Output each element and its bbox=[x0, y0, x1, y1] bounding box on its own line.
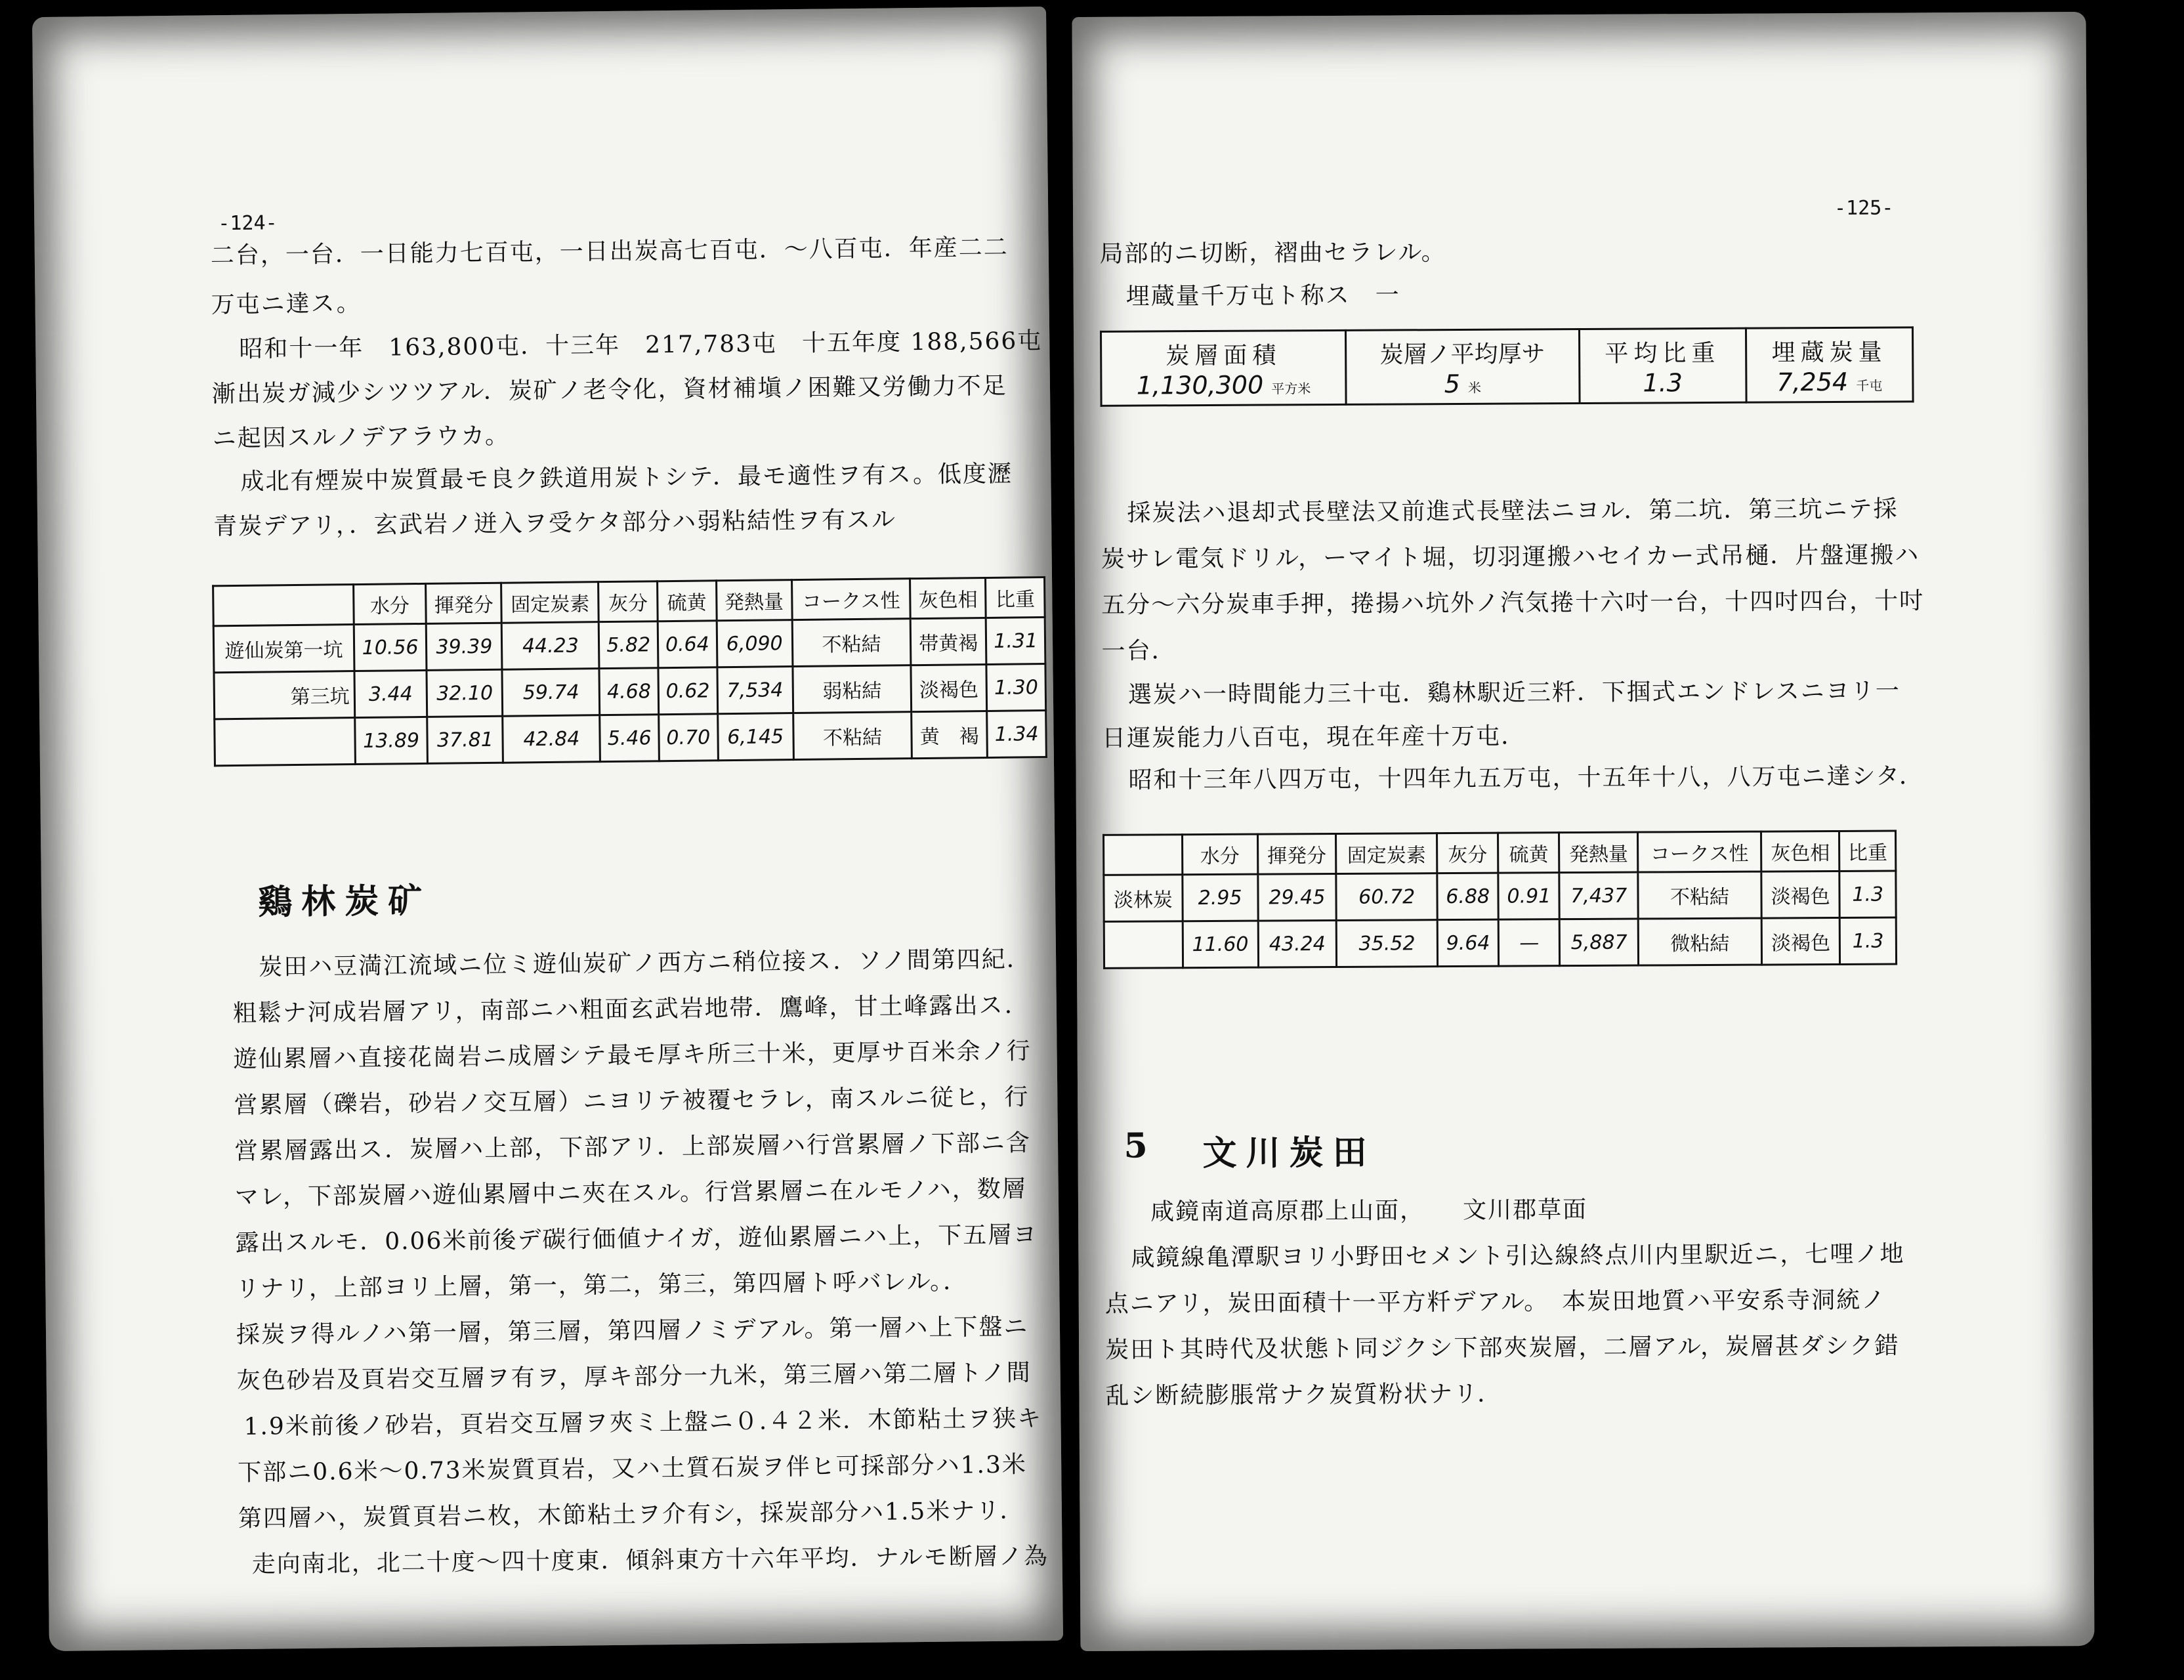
table-cell bbox=[1346, 329, 1580, 405]
page-number-left: -124- bbox=[218, 211, 278, 236]
text-line: 昭和十一年 163,800屯．十三年 217,783屯 十五年度 188,566屯 bbox=[239, 327, 1043, 363]
table-row bbox=[1101, 327, 1914, 406]
cell-unit: 平方米 bbox=[1271, 380, 1311, 396]
table-header-row bbox=[1104, 831, 1896, 875]
table-cell: 不粘結 bbox=[793, 712, 912, 760]
table-cell: 35.52 bbox=[1336, 920, 1437, 967]
table-cell: 0.62 bbox=[658, 667, 717, 715]
table-cell: 42.84 bbox=[503, 715, 600, 763]
table-cell: 遊仙炭第一坑 bbox=[213, 625, 354, 673]
table-cell: 7,437 bbox=[1559, 872, 1638, 919]
table-cell: 6.88 bbox=[1437, 873, 1499, 919]
text-line: 乱シ断続膨脹常ナク炭質粉状ナリ． bbox=[1105, 1380, 1503, 1410]
table-row bbox=[213, 618, 1045, 673]
table-cell: 微粘結 bbox=[1638, 918, 1761, 965]
table-header: 比重 bbox=[986, 578, 1045, 618]
cell-label: 炭層ノ平均厚サ bbox=[1379, 340, 1545, 369]
text-line: 下部ニ0.6米～0.73米炭質頁岩，又ハ土質石炭ヲ伴ヒ可採部分ハ1.3米 bbox=[238, 1451, 1028, 1486]
table-header: 固定炭素 bbox=[1336, 833, 1437, 874]
table-header: コークス性 bbox=[1638, 831, 1761, 872]
table-cell: 1.3 bbox=[1840, 917, 1897, 964]
table-header: 灰色相 bbox=[1761, 831, 1839, 872]
table-header: 水分 bbox=[1182, 834, 1257, 875]
table-cell: 7,534 bbox=[717, 667, 793, 714]
text-line: 埋蔵量千万屯ト称ス 一 bbox=[1125, 282, 1400, 310]
cell-label: 平均比重 bbox=[1605, 339, 1721, 368]
table-header: 硫黄 bbox=[658, 581, 717, 621]
text-line: 炭田ト其時代及状態ト同ジクシ下部夾炭層，二層アル，炭層甚ダシク錯 bbox=[1105, 1332, 1900, 1364]
text-line: 日運炭能力八百屯，現在年産十万屯． bbox=[1102, 723, 1526, 752]
table-row bbox=[214, 664, 1046, 719]
text-line: 局部的ニ切断，褶曲セラレル。 bbox=[1099, 239, 1446, 268]
text-line: 灰色砂岩及頁岩交互層ヲ有ヲ，厚キ部分一九米，第三層ハ第二層トノ間 bbox=[236, 1359, 1032, 1395]
left-page bbox=[32, 7, 1063, 1651]
table-cell: 5,887 bbox=[1560, 919, 1639, 966]
table-cell: 13.89 bbox=[354, 717, 427, 764]
table-cell: 淡褐色 bbox=[1761, 917, 1840, 965]
cell-value: 1.3 bbox=[1643, 368, 1683, 398]
table-cell: 5.46 bbox=[600, 715, 659, 762]
table-cell: 2.95 bbox=[1182, 874, 1257, 921]
text-line: 一台． bbox=[1101, 637, 1177, 665]
coal-reserves-table bbox=[1100, 326, 1914, 406]
table-cell: 1.3 bbox=[1839, 871, 1896, 917]
text-line: 五分～六分炭車手押，捲揚ハ坑外ノ汽気捲十六吋一台，十四吋四台，十吋 bbox=[1101, 587, 1925, 619]
table-cell: 39.39 bbox=[427, 623, 503, 670]
text-line: 青炭デアリ，．玄武岩ノ迸入ヲ受ケタ部分ハ弱粘結性ヲ有スル bbox=[213, 506, 897, 541]
table-cell bbox=[1746, 327, 1913, 402]
section-heading: 文川炭田 bbox=[1202, 1132, 1376, 1174]
table-cell: 淡褐色 bbox=[1761, 871, 1840, 918]
table-cell: 淡林炭 bbox=[1104, 875, 1183, 922]
cell-value: 7,254 bbox=[1776, 367, 1849, 396]
text-line: 点ニアリ，炭田面積十一平方粁デアル。 本炭田地質ハ平安系寺洞統ノ bbox=[1104, 1286, 1887, 1318]
text-line: 営累層（礫岩，砂岩ノ交互層）ニヨリテ被覆セラレ，南スルニ従ヒ，行 bbox=[234, 1083, 1030, 1120]
table-cell: 1.34 bbox=[987, 711, 1046, 758]
text-line: 1.9米前後ノ砂岩，頁岩交互層ヲ夾ミ上盤ニ０.４２米．木節粘土ヲ狭キ bbox=[243, 1405, 1043, 1440]
table-cell: 29.45 bbox=[1257, 873, 1336, 921]
coal-analysis-table-yusen bbox=[212, 576, 1047, 766]
text-line: 成北有煙炭中炭質最モ良ク鉄道用炭トシテ．最モ適性ヲ有ス。低度瀝 bbox=[240, 460, 1013, 495]
table-cell: 淡褐色 bbox=[911, 664, 987, 711]
table-cell: 3.44 bbox=[354, 670, 427, 717]
table-row bbox=[215, 711, 1047, 766]
table-cell: 37.81 bbox=[427, 716, 503, 763]
cell-unit: 千屯 bbox=[1856, 377, 1883, 394]
cell-value: 5 bbox=[1444, 369, 1461, 398]
table-cell: 不粘結 bbox=[792, 619, 911, 667]
table-row bbox=[1104, 871, 1896, 921]
text-line: ニ起因スルノデアラウカ。 bbox=[212, 422, 511, 453]
table-cell: 5.82 bbox=[599, 621, 658, 669]
table-cell bbox=[215, 718, 355, 766]
text-line: 採炭法ハ退却式長壁法又前進式長壁法ニヨル．第二坑．第三坑ニテ採 bbox=[1127, 495, 1899, 527]
table-cell: 0.64 bbox=[658, 621, 717, 668]
cell-unit: 米 bbox=[1467, 379, 1482, 396]
table-cell: 32.10 bbox=[427, 669, 503, 717]
table-cell: 0.91 bbox=[1498, 873, 1560, 919]
cell-value: 1,130,300 bbox=[1136, 370, 1264, 400]
page-number-right: -125- bbox=[1834, 196, 1894, 220]
table-header: 揮発分 bbox=[1257, 833, 1336, 874]
section-heading: 鷄林炭矿 bbox=[257, 880, 432, 923]
text-line: マレ，下部炭層ハ遊仙累層中ニ夾在スル。行営累層ニ在ルモノハ，数層 bbox=[234, 1175, 1028, 1211]
table-cell bbox=[1104, 921, 1183, 969]
text-line: 営累層露出ス．炭層ハ上部，下部アリ．上部炭層ハ行営累層ノ下部ニ含 bbox=[234, 1129, 1032, 1166]
text-line: 採炭ヲ得ルノハ第一層，第三層，第四層ノミデアル。第一層ハ上下盤ニ bbox=[236, 1313, 1029, 1349]
text-line: 咸鏡線亀潭駅ヨリ小野田セメント引込線終点川内里駅近ニ，七哩ノ地 bbox=[1131, 1240, 1905, 1272]
table-cell: 帯黄褐 bbox=[910, 618, 986, 665]
table-cell: 1.31 bbox=[986, 618, 1045, 665]
text-line: 昭和十三年八四万屯，十四年九五万屯，十五年十八，八万屯ニ達シタ． bbox=[1128, 763, 1925, 794]
text-line: 漸出炭ガ減少シツツアル．炭矿ノ老令化，資材補塡ノ困難又労働力不足 bbox=[211, 372, 1007, 408]
coal-analysis-table-keirin bbox=[1102, 830, 1897, 969]
table-cell: 60.72 bbox=[1336, 873, 1437, 921]
table-header: 硫黄 bbox=[1498, 833, 1560, 873]
table-cell: 59.74 bbox=[502, 669, 600, 717]
table-cell: 不粘結 bbox=[1638, 872, 1761, 919]
table-cell: 黄 褐 bbox=[912, 711, 988, 758]
table-cell: — bbox=[1498, 919, 1560, 966]
section-number: 5 bbox=[1124, 1125, 1157, 1166]
table-header: 水分 bbox=[353, 583, 426, 624]
table-header: 灰分 bbox=[598, 581, 658, 622]
table-cell: 9.64 bbox=[1437, 919, 1499, 966]
table-header: 発熱量 bbox=[1559, 832, 1638, 873]
table-header: 揮発分 bbox=[426, 583, 502, 623]
text-line: 炭サレ電気ドリル，ーマイト堀，切羽運搬ハセイカー式吊樋．片盤運搬ハ bbox=[1101, 541, 1920, 573]
table-cell: 弱粘結 bbox=[793, 665, 912, 713]
table-cell: 4.68 bbox=[599, 668, 658, 715]
right-page bbox=[1072, 12, 2094, 1651]
text-line: 走向南北，北二十度～四十度東．傾斜東方十六年平均．ナルモ断層ノ為 bbox=[251, 1543, 1049, 1578]
table-cell: 第三坑 bbox=[214, 671, 354, 719]
table-cell bbox=[1579, 328, 1746, 403]
text-line: 炭田ハ豆満江流域ニ位ミ遊仙炭矿ノ西方ニ稍位接ス．ソノ間第四紀． bbox=[258, 946, 1032, 981]
location-line: 咸鏡南道高原郡上山面， 文川郡草面 bbox=[1150, 1196, 1588, 1226]
text-line: 遊仙累層ハ直接花崗岩ニ成層シテ最モ厚キ所三十米，更厚サ百米余ノ行 bbox=[233, 1038, 1032, 1074]
text-line: 露出スルモ．0.06米前後デ碳行価値ナイガ，遊仙累層ニハ上，下五層ヨ bbox=[235, 1221, 1038, 1257]
table-header bbox=[213, 585, 354, 626]
table-cell bbox=[1101, 330, 1347, 406]
table-header bbox=[1104, 835, 1183, 875]
table-cell: 10.56 bbox=[354, 623, 427, 671]
text-line: 二台，一台．一日能力七百屯，一日出炭高七百屯．～八百屯．年産二二 bbox=[210, 234, 1009, 270]
table-header: 発熱量 bbox=[716, 580, 792, 621]
table-cell: 1.30 bbox=[986, 664, 1045, 711]
table-row bbox=[1104, 917, 1896, 968]
table-cell: 11.60 bbox=[1183, 921, 1258, 968]
text-line: 万屯ニ達ス。 bbox=[211, 289, 362, 319]
table-cell: 43.24 bbox=[1258, 920, 1337, 967]
table-header: 比重 bbox=[1839, 831, 1896, 871]
text-line: 選炭ハ一時間能力三十屯．鷄林駅近三粁．下掴式エンドレスニヨリ一 bbox=[1127, 677, 1900, 709]
table-cell: 6,090 bbox=[717, 620, 793, 667]
table-cell: 0.70 bbox=[659, 714, 718, 761]
text-line: リナリ，上部ヨリ上層，第一，第二，第三，第四層ト呼バレル。． bbox=[236, 1268, 969, 1303]
cell-label: 埋蔵炭量 bbox=[1771, 339, 1887, 366]
table-header: コークス性 bbox=[791, 579, 910, 620]
table-cell: 44.23 bbox=[502, 622, 600, 670]
table-cell: 6,145 bbox=[717, 713, 793, 761]
table-header: 灰色相 bbox=[910, 578, 986, 618]
table-header: 固定炭素 bbox=[501, 582, 599, 623]
cell-label: 炭層面積 bbox=[1166, 341, 1282, 369]
text-line: 粗鬆ナ河成岩層アリ，南部ニハ粗面玄武岩地帯．鷹峰，甘土峰露出ス． bbox=[232, 992, 1030, 1028]
text-line: 第四層ハ，炭質頁岩ニ枚，木節粘土ヲ介有シ，採炭部分ハ1.5米ナリ． bbox=[238, 1497, 1025, 1532]
table-header: 灰分 bbox=[1437, 833, 1499, 873]
